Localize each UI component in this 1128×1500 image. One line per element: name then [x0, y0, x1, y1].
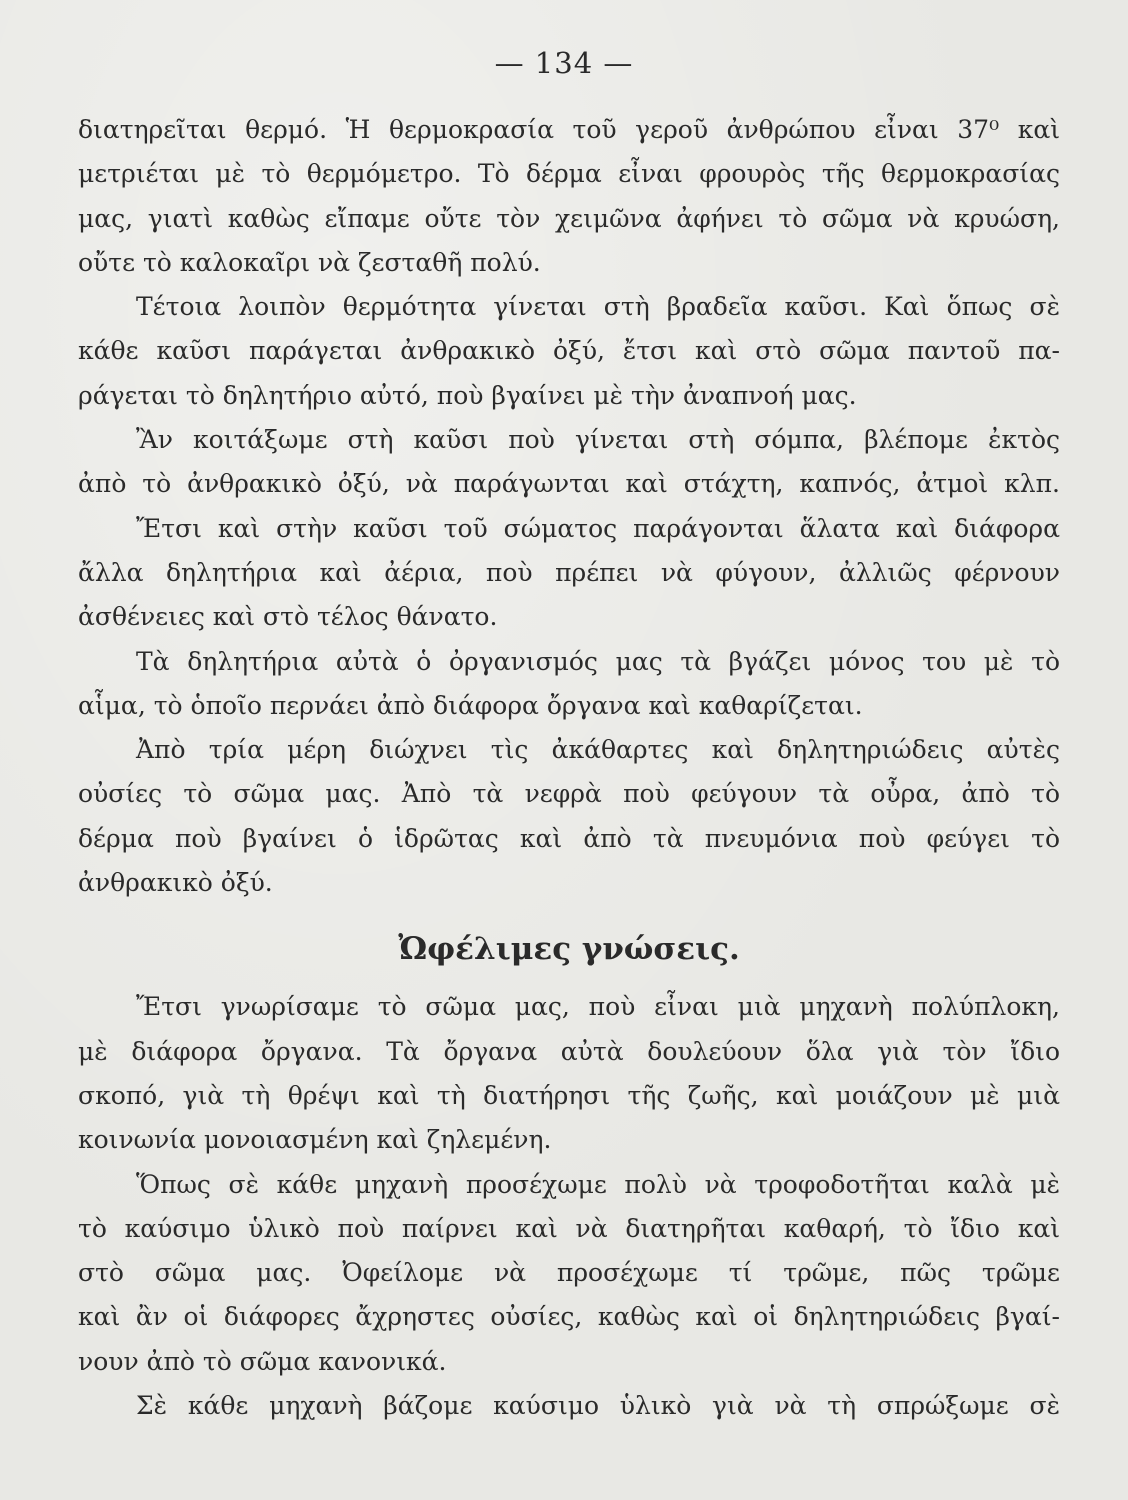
paragraph: [78, 1384, 1060, 1428]
text-line: κάθε καῦσι παράγεται ἀνθρακικὸ ὀξύ, ἔτσι καὶ στὸ σῶμα παντοῦ πα-: [78, 336, 1060, 366]
text-line: Τέτοια λοιπὸν θερμότητα γίνεται στὴ βραδεῖα καῦσι. Καὶ ὅπως σὲ: [136, 292, 1060, 322]
text-line: ἀσθένειες καὶ στὸ τέλος θάνατο.: [78, 602, 498, 632]
text-line: μας, γιατὶ καθὼς εἴπαμε οὔτε τὸν χειμῶνα ἀφήνει τὸ σῶμα νὰ κρυώση,: [78, 203, 1060, 233]
text-line: μετριέται μὲ τὸ θερμόμετρο. Τὸ δέρμα εἶναι φρουρὸς τῆς θερμοκρασίας: [78, 159, 1060, 189]
paragraph: [78, 108, 1060, 285]
body-text: [78, 108, 1060, 1428]
text-line: Σὲ κάθε μηχανὴ βάζομε καύσιμο ὑλικὸ γιὰ νὰ τὴ σπρώξωμε σὲ: [136, 1391, 1060, 1421]
text-line: σκοπό, γιὰ τὴ θρέψι καὶ τὴ διατήρησι τῆς ζωῆς, καὶ μοιάζουν μὲ μιὰ: [78, 1080, 1060, 1110]
paragraph: [78, 507, 1060, 640]
text-line: ἄλλα δηλητήρια καὶ ἀέρια, ποὺ πρέπει νὰ φύγουν, ἀλλιῶς φέρνουν: [78, 557, 1060, 587]
paragraph: [78, 285, 1060, 418]
section-heading: Ὠφέλιμες γνώσεις.: [398, 931, 740, 968]
text-line: οὐσίες τὸ σῶμα μας. Ἀπὸ τὰ νεφρὰ ποὺ φεύγουν τὰ οὖρα, ἀπὸ τὸ: [78, 779, 1060, 809]
paragraph: [78, 418, 1060, 507]
text-line: οὔτε τὸ καλοκαῖρι νὰ ζεσταθῆ πολύ.: [78, 247, 541, 277]
paragraph: [78, 640, 1060, 729]
text-line: αἷμα, τὸ ὁποῖο περνάει ἀπὸ διάφορα ὄργανα καὶ καθαρίζεται.: [78, 690, 863, 720]
text-line: καὶ ἂν οἱ διάφορες ἄχρηστες οὐσίες, καθὼς καὶ οἱ δηλητηριώδεις βγαί-: [78, 1302, 1060, 1332]
text-line: ἀπὸ τὸ ἀνθρακικὸ ὀξύ, νὰ παράγωνται καὶ στάχτη, καπνός, ἀτμοὶ κλπ.: [78, 469, 1060, 499]
text-line: μὲ διάφορα ὄργανα. Τὰ ὄργανα αὐτὰ δουλεύουν ὅλα γιὰ τὸν ἴδιο: [78, 1036, 1060, 1066]
text-line: Ἀπὸ τρία μέρη διώχνει τὶς ἀκάθαρτες καὶ δηλητηριώδεις αὐτὲς: [136, 735, 1060, 765]
text-line: Ὅπως σὲ κάθε μηχανὴ προσέχωμε πολὺ νὰ τροφοδοτῆται καλὰ μὲ: [136, 1169, 1060, 1199]
text-line: Ἔτσι γνωρίσαμε τὸ σῶμα μας, ποὺ εἶναι μιὰ μηχανὴ πολύπλοκη,: [136, 992, 1060, 1022]
paragraph: [78, 1163, 1060, 1384]
paragraph: [78, 728, 1060, 905]
text-line: Ἔτσι καὶ στὴν καῦσι τοῦ σώματος παράγονται ἅλατα καὶ διάφορα: [136, 513, 1060, 543]
text-line: κοινωνία μονοιασμένη καὶ ζηλεμένη.: [78, 1125, 552, 1155]
text-line: Τὰ δηλητήρια αὐτὰ ὁ ὀργανισμός μας τὰ βγάζει μόνος του μὲ τὸ: [136, 646, 1060, 676]
text-line: διατηρεῖται θερμό. Ἡ θερμοκρασία τοῦ γεροῦ ἀνθρώπου εἶναι 37⁰ καὶ: [78, 115, 1060, 144]
text-line: δέρμα ποὺ βγαίνει ὁ ἱδρῶτας καὶ ἀπὸ τὰ πνευμόνια ποὺ φεύγει τὸ: [78, 823, 1060, 853]
text-line: νουν ἀπὸ τὸ σῶμα κανονικά.: [78, 1346, 447, 1376]
text-line: τὸ καύσιμο ὑλικὸ ποὺ παίρνει καὶ νὰ διατηρῆται καθαρή, τὸ ἴδιο καὶ: [78, 1213, 1060, 1243]
paragraph: [78, 985, 1060, 1162]
text-line: ράγεται τὸ δηλητήριο αὐτό, ποὺ βγαίνει μὲ τὴν ἀναπνοή μας.: [78, 380, 857, 410]
page-number: — 134 —: [494, 46, 634, 80]
text-line: Ἂν κοιτάξωμε στὴ καῦσι ποὺ γίνεται στὴ σόμπα, βλέπομε ἐκτὸς: [136, 425, 1060, 455]
text-line: ἀνθρακικὸ ὀξύ.: [78, 868, 273, 898]
text-line: στὸ σῶμα μας. Ὀφείλομε νὰ προσέχωμε τί τρῶμε, πῶς τρῶμε: [78, 1258, 1060, 1288]
